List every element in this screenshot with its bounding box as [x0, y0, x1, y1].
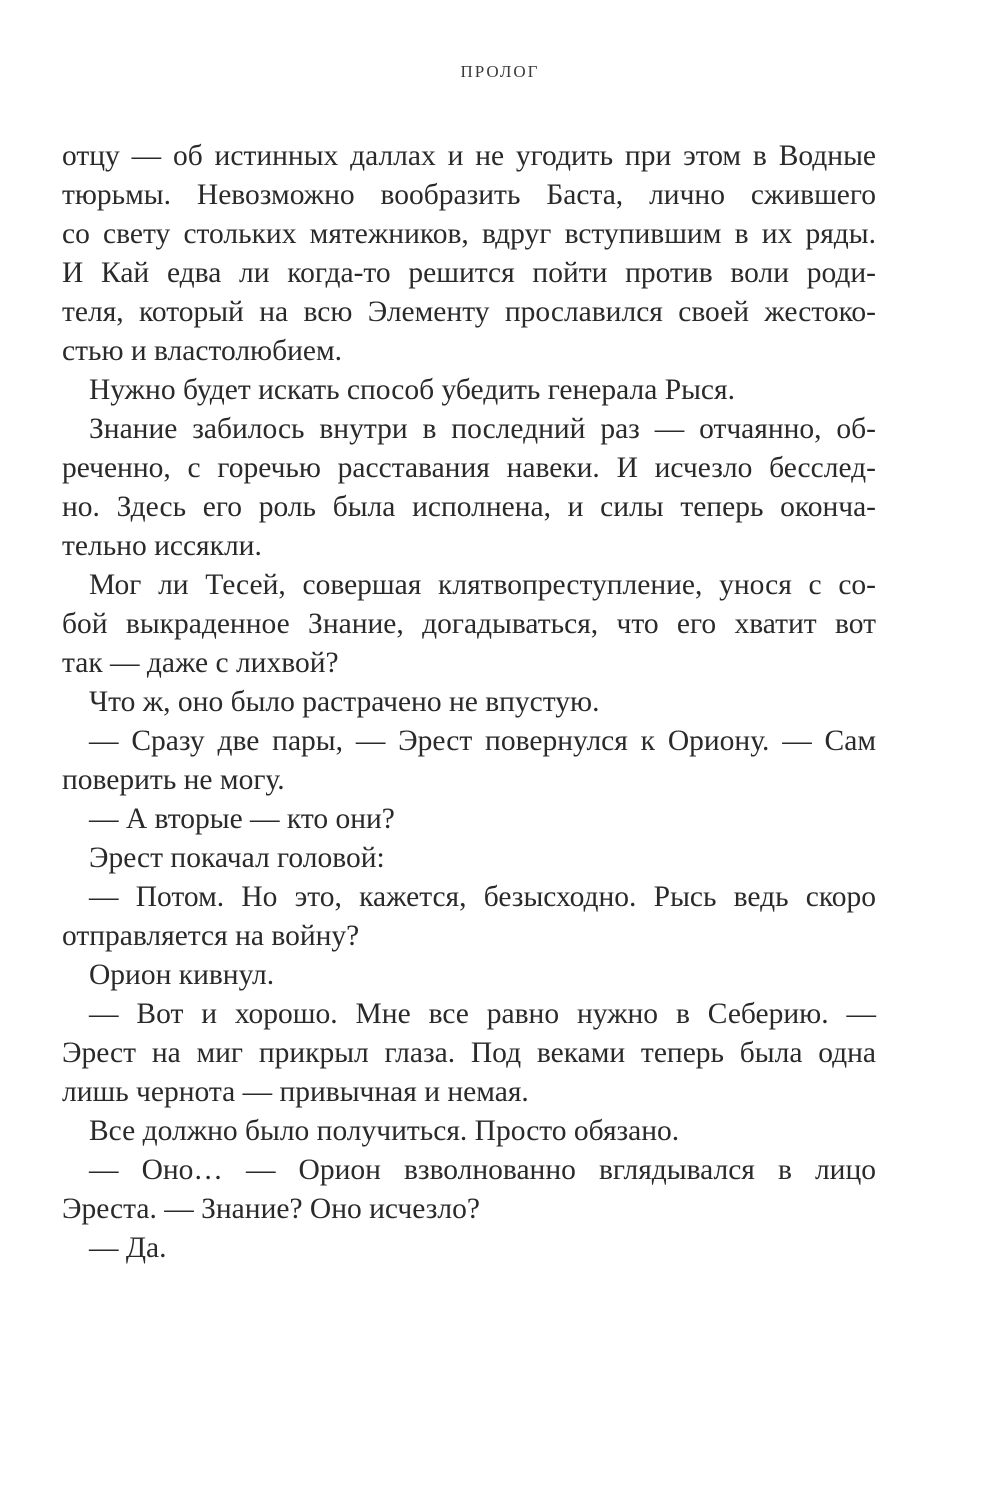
text-line: — Вот и хорошо. Мне все равно нужно в Себерию. —: [89, 998, 876, 1030]
text-line: бой выкраденное Знание, догадываться, что его хватит вот: [62, 608, 876, 640]
text-line: тюрьмы. Невозможно вообразить Баста, лично сжившего: [62, 179, 876, 211]
text-line: Знание забилось внутри в последний раз — отчаянно, об-: [89, 413, 876, 445]
text-line: лишь чернота — привычная и немая.: [62, 1076, 529, 1108]
text-line: со свету стольких мятежников, вдруг вступившим в их ряды.: [62, 218, 876, 250]
text-line: Эрест на миг прикрыл глаза. Под веками теперь была одна: [62, 1037, 876, 1069]
running-head: ПРОЛОГ: [460, 62, 540, 81]
text-line: Мог ли Тесей, совершая клятвопреступление, унося с со-: [89, 569, 876, 601]
text-line: поверить не могу.: [62, 764, 285, 796]
text-line: отцу — об истинных даллах и не угодить при этом в Водные: [62, 140, 876, 172]
text-line: Орион кивнул.: [89, 959, 275, 991]
text-line: так — даже с лихвой?: [62, 647, 339, 679]
text-line: Эрест покачал головой:: [89, 842, 385, 874]
text-line: — Сразу две пары, — Эрест повернулся к Ориону. — Сам: [89, 725, 876, 757]
text-line: — Потом. Но это, кажется, безысходно. Рысь ведь скоро: [89, 881, 876, 913]
text-line: — Оно… — Орион взволнованно вглядывался в лицо: [89, 1154, 876, 1186]
text-line: теля, который на всю Элементу прославился своей жестоко-: [62, 296, 876, 328]
text-line: И Кай едва ли когда-то решится пойти против воли роди-: [62, 257, 876, 289]
text-line: стью и властолюбием.: [62, 335, 343, 367]
text-line: — Да.: [89, 1232, 167, 1264]
text-line: — А вторые — кто они?: [89, 803, 395, 835]
text-line: тельно иссякли.: [62, 530, 262, 562]
text-line: Эреста. — Знание? Оно исчезло?: [62, 1193, 480, 1225]
text-line: Что ж, оно было растрачено не впустую.: [89, 686, 600, 718]
text-line: Нужно будет искать способ убедить генерала Рыся.: [89, 374, 735, 406]
text-line: реченно, с горечью расставания навеки. И исчезло бесслед-: [62, 452, 876, 484]
text-line: но. Здесь его роль была исполнена, и силы теперь оконча-: [62, 491, 876, 523]
text-line: отправляется на войну?: [62, 920, 360, 952]
body-text: [62, 137, 876, 1268]
text-line: Все должно было получиться. Просто обязано.: [89, 1115, 680, 1147]
